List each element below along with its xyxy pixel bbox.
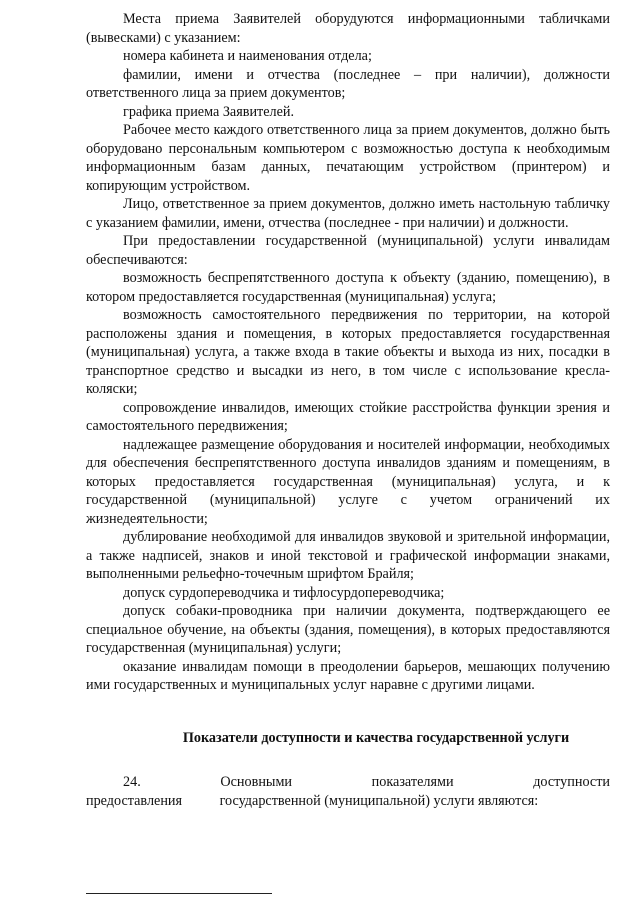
clause-24: [86, 773, 610, 810]
list-item: дублирование необходимой для инвалидов звуковой и зрительной информации, а также надписей, знаков и иной текстовой и графической информации знаками, выполненными рельефно-точечным шрифтом Брайля;: [86, 529, 610, 582]
list-item: возможность самостоятельного передвижения по территории, на которой расположены здания и помещения, в которых предоставляется государственная (муниципальная) услуга, а также входа в такие объекты и выхода из них, посадки в транспортное средство и высадки из него, в том числе с использование кресла-коляски;: [86, 307, 610, 397]
spacer: [86, 695, 610, 729]
list-item: графика приема Заявителей.: [123, 103, 295, 120]
spacer: [86, 747, 610, 773]
footnote-divider: [86, 893, 272, 894]
paragraph: Места приема Заявителей оборудуются информационными табличками (вывесками) с указанием:: [86, 11, 610, 46]
document-page: [86, 10, 610, 810]
list-item: надлежащее размещение оборудования и носителей информации, необходимых для обеспечения беспрепятственного доступа инвалидов зданиям и помещениям, в которых предоставляется государственная (муниципальная) услуга, и к государственной (муниципальной) услуге с учетом ограничений их жизнедеятельности;: [86, 436, 610, 527]
list-item: номера кабинета и наименования отдела;: [123, 48, 372, 64]
paragraph: Лицо, ответственное за прием документов, должно иметь настольную табличку с указанием фамилии, имени, отчества (последнее - при наличии) и должности.: [86, 196, 610, 231]
list-item: сопровождение инвалидов, имеющих стойкие расстройства функции зрения и самостоятельного передвижения;: [86, 399, 610, 434]
list-item: возможность беспрепятственного доступа к объекту (зданию, помещению), в котором предоставляется государственная (муниципальная) услуга;: [86, 270, 610, 305]
list-item: допуск собаки-проводника при наличии документа, подтверждающего ее специальное обучение, на объекты (здания, помещения), в которых предоставляются государственная (муниципальная) услуги;: [86, 603, 610, 656]
clause-rest: государственной (муниципальной) услуги являются:: [219, 792, 539, 809]
list-item: оказание инвалидам помощи в преодолении барьеров, мешающих получению ими государственных и муниципальных услуг наравне с другими лицами.: [86, 658, 610, 693]
clause-lead: Основными показателями доступности предоставления: [86, 774, 610, 809]
list-item: фамилии, имени и отчества (последнее – при наличии), должности ответственного лица за прием документов;: [86, 66, 610, 101]
section-heading: Показатели доступности и качества государственной услуги: [182, 729, 570, 746]
list-item: допуск сурдопереводчика и тифлосурдопереводчика;: [123, 584, 445, 601]
paragraph: Рабочее место каждого ответственного лица за прием документов, должно быть оборудовано персональным компьютером с возможностью доступа к необходимым информационным базам данных, печатающим устройством (принтером) и копирующим устройством.: [86, 122, 610, 194]
paragraph: При предоставлении государственной (муниципальной) услуги инвалидам обеспечиваются:: [86, 233, 610, 268]
clause-number: 24.: [123, 774, 141, 790]
